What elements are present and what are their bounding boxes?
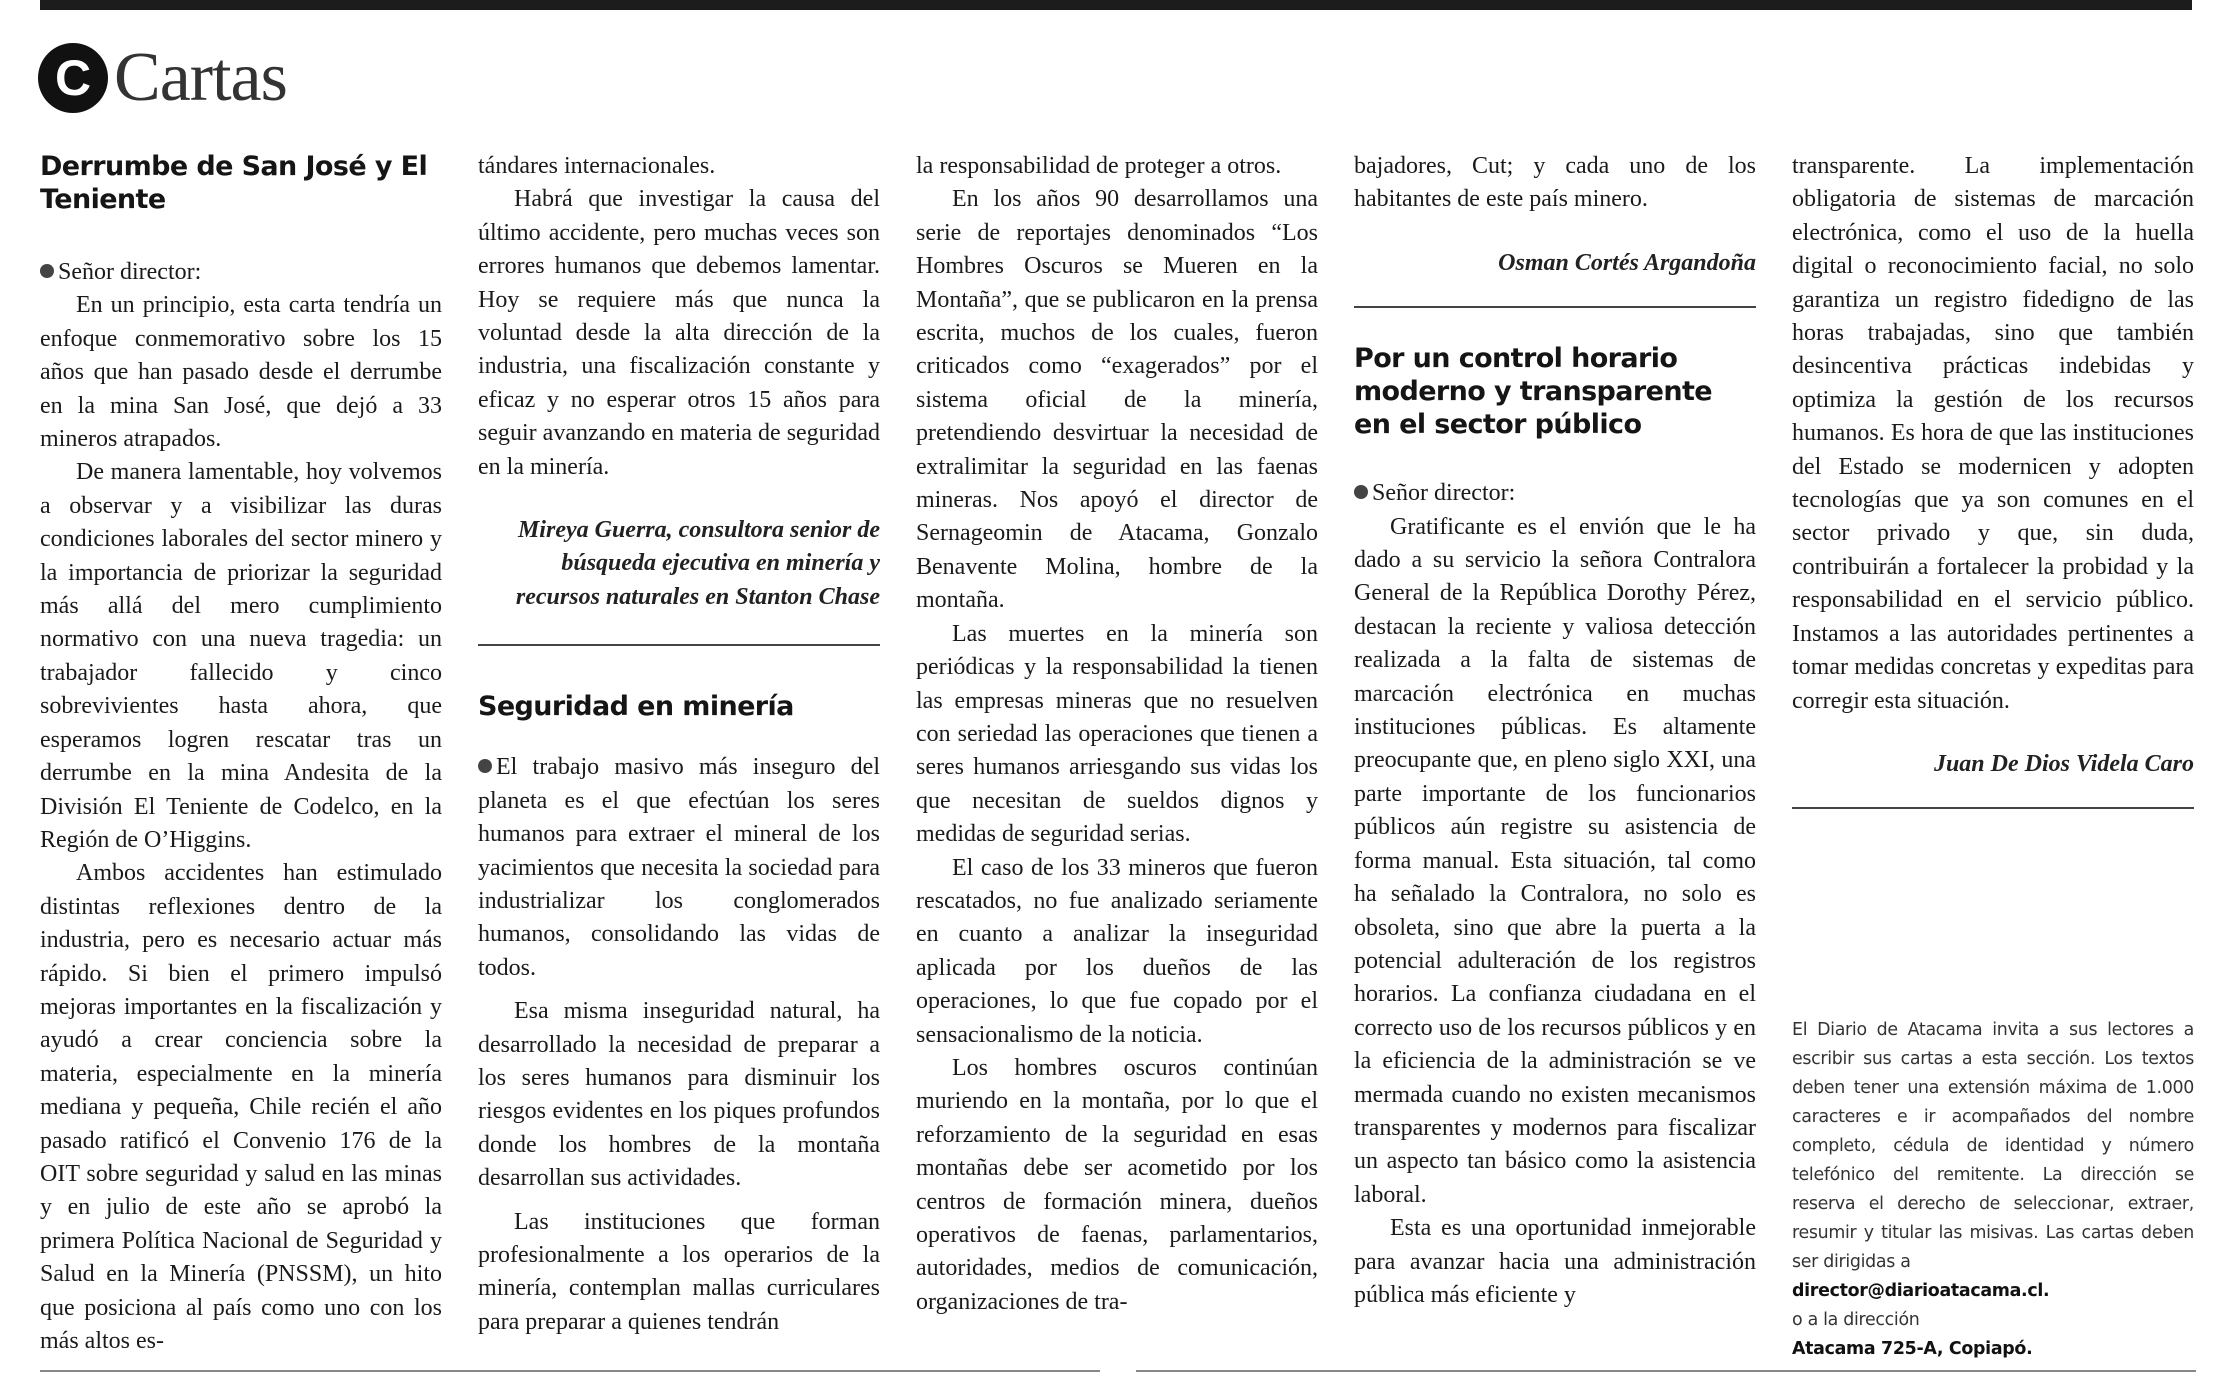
column-5 — [1792, 150, 2194, 809]
section-title: Cartas — [114, 39, 287, 116]
letter-1-paragraph: Habrá que investigar la causa del último accidente, pero muchas veces son errores humanos que debemos lamentar. Hoy se requiere más que nunca la voluntad desde la alta dirección de la industria, una fiscalización constante y eficaz y no esperar otros 15 años para seguir avanzando en materia de seguridad en la minería. — [478, 186, 880, 480]
letter-2-paragraph: En los años 90 desarrollamos una serie de reportajes denominados “Los Hombres Oscuros se Mueren en la Montaña”, que se publicaron en la prensa escrita, muchos de los cuales, fueron criticados como “exagerados” por el sistema oficial de la minería, pretendiendo desvirtuar la necesidad de extralimitar la seguridad en las faenas mineras. Nos apoyó el director de Sernageomin de Atacama, Gonzalo Benavente Molina, hombre de la montaña. — [916, 186, 1318, 614]
letter-1-salutation: Señor director: — [40, 256, 442, 289]
section-masthead — [38, 38, 287, 118]
divider — [478, 644, 880, 646]
notice-text: El Diario de Atacama invita a sus lectores a escribir sus cartas a esta sección. Los textos deben tener una extensión máxima de 1.000 caracteres e ir acompañados del nombre completo, cédula de identidad y número telefónico del remitente. La dirección se reserva el derecho de seleccionar, extraer, resumir y titular las misivas. Las cartas deben ser dirigidas a — [1792, 1020, 2194, 1272]
notice-address: Atacama 725-A, Copiapó. — [1792, 1339, 2033, 1359]
bullet-icon — [478, 759, 492, 773]
letter-3-paragraph: Gratificante es el envión que le ha dado a su servicio la señora Contralora General de la República Dorothy Pérez, destacan la reciente y valiosa detección realizada a la falta de sistemas de marcación electrónica en muchas instituciones públicas. Es altamente preocupante que, en pleno siglo XXI, una parte importante de los funcionarios públicos aún registre su asistencia de forma manual. Esta situación, tal como ha señalado la Contralora, no solo es obsoleta, sino que abre la puerta a la potencial adulteración de los registros horarios. La confianza ciudadana en el correcto uso de los recursos públicos y en la eficiencia de la administración se ve mermada cuando no existen mecanismos transparentes y modernos para fiscalizar un aspecto tan básico como la asistencia laboral. — [1354, 513, 1756, 1208]
letter-2-paragraph: Las muertes en la minería son periódicas y la responsabilidad la tienen las empresas mineras que no resuelven con seriedad las operaciones que tienen a seres humanos arriesgando sus vidas los que necesitan de sueldos dignos y medidas de seguridad serias. — [916, 620, 1318, 848]
letter-2-paragraph: Esa misma inseguridad natural, ha desarrollado la necesidad de preparar a los seres humanos para disminuir los riesgos evidentes en los piques profundos donde los hombres de la montaña desarrollan sus actividades. — [478, 998, 880, 1192]
bottom-rule — [40, 1370, 1100, 1372]
column-4 — [1354, 150, 1756, 1312]
bullet-icon — [1354, 485, 1368, 499]
letter-1-signature: Mireya Guerra, consultora senior de búsqueda ejecutiva en minería y recursos naturales en Stanton Chase — [515, 517, 880, 610]
letter-2-paragraph: bajadores, Cut; y cada uno de los habitantes de este país minero. — [1354, 153, 1756, 213]
letter-2-title: Seguridad en minería — [478, 691, 794, 723]
letter-1-paragraph: tándares internacionales. — [478, 153, 716, 179]
letter-2-paragraph: Los hombres oscuros continúan muriendo en la montaña, por lo que el reforzamiento de la seguridad en esas montañas debe ser acometido por los centros de formación minera, dueños operativos de faenas, parlamentarios, autoridades, medios de comunicación, organizaciones de tra- — [916, 1054, 1318, 1315]
divider — [1354, 306, 1756, 308]
section-logo-icon: C — [38, 43, 108, 113]
notice-or: o a la dirección — [1792, 1310, 1920, 1330]
submission-notice — [1792, 1016, 2194, 1364]
letter-1-paragraph: De manera lamentable, hoy volvemos a observar y a visibilizar las duras condiciones laborales del sector minero y la importancia de priorizar la seguridad más allá del mero cumplimiento normativo con una nueva tragedia: un trabajador fallecido y cinco sobrevivientes hasta ahora, que esperamos logren rescatar tras un derrumbe en la mina Andesita de la División El Teniente de Codelco, en la Región de O’Higgins. — [40, 459, 442, 853]
column-3 — [916, 150, 1318, 1319]
column-1 — [40, 150, 442, 1358]
letter-3-paragraph: Esta es una oportunidad inmejorable para avanzar hacia una administración pública más eficiente y — [1354, 1215, 1756, 1308]
letter-3-salutation: Señor director: — [1354, 477, 1756, 510]
letter-2-paragraph: El caso de los 33 mineros que fueron rescatados, no fue analizado seriamente en cuanto a analizar la inseguridad aplicada por los dueños de las operaciones, lo que fue copado por el sensacionalismo de la noticia. — [916, 854, 1318, 1048]
letter-2-signature: Osman Cortés Argandoña — [1498, 249, 1756, 276]
letter-1-title: Derrumbe de San José y El Teniente — [40, 151, 428, 215]
notice-email: director@diarioatacama.cl. — [1792, 1281, 2050, 1301]
letter-3-paragraph: transparente. La implementación obligatoria de sistemas de marcación electrónica, como el uso de la huella digital o reconocimiento facial, no solo garantiza un registro fidedigno de las horas trabajadas, sino que también desincentiva prácticas indebidas y optimiza la gestión de los recursos humanos. Es hora de que las instituciones del Estado se modernicen y adopten tecnologías que ya son comunes en el sector privado y que, sin duda, contribuirán a fortalecer la probidad y la responsabilidad en el servicio público. Instamos a las autoridades pertinentes a tomar medidas concretas y expeditas para corregir esta situación. — [1792, 153, 2194, 714]
letter-2-paragraph: Las instituciones que forman profesionalmente a los operarios de la minería, contemplan mallas curriculares para preparar a quienes tendrán — [478, 1208, 880, 1335]
letter-2-paragraph: la responsabilidad de proteger a otros. — [916, 153, 1282, 179]
top-rule — [40, 0, 2192, 10]
bullet-icon — [40, 264, 54, 278]
letter-3-signature: Juan De Dios Videla Caro — [1933, 750, 2194, 777]
bottom-rule — [1136, 1370, 2196, 1372]
letter-2-paragraph: El trabajo masivo más inseguro del planeta es el que efectúan los seres humanos para extraer el mineral de los yacimientos que necesita la sociedad para industrializar los conglomerados humanos, consolidando las vidas de todos. — [478, 754, 880, 981]
letter-3-title: Por un control horario moderno y transparente en el sector público — [1354, 343, 1712, 441]
column-2 — [478, 150, 880, 1339]
letter-1-paragraph: Ambos accidentes han estimulado distintas reflexiones dentro de la industria, pero es necesario actuar más rápido. Si bien el primero impulsó mejoras importantes en la fiscalización y ayudó a crear conciencia sobre la materia, especialmente en la minería mediana y pequeña, Chile recién el año pasado ratificó el Convenio 176 de la OIT sobre seguridad y salud en las minas y en julio de este año se aprobó la primera Política Nacional de Seguridad y Salud en la Minería (PNSSM), un hito que posiciona al país como uno con los más altos es- — [40, 860, 442, 1354]
divider — [1792, 807, 2194, 809]
letter-1-paragraph: En un principio, esta carta tendría un enfoque conmemorativo sobre los 15 años que han pasado desde el derrumbe en la mina San José, que dejó a 33 mineros atrapados. — [40, 292, 442, 453]
